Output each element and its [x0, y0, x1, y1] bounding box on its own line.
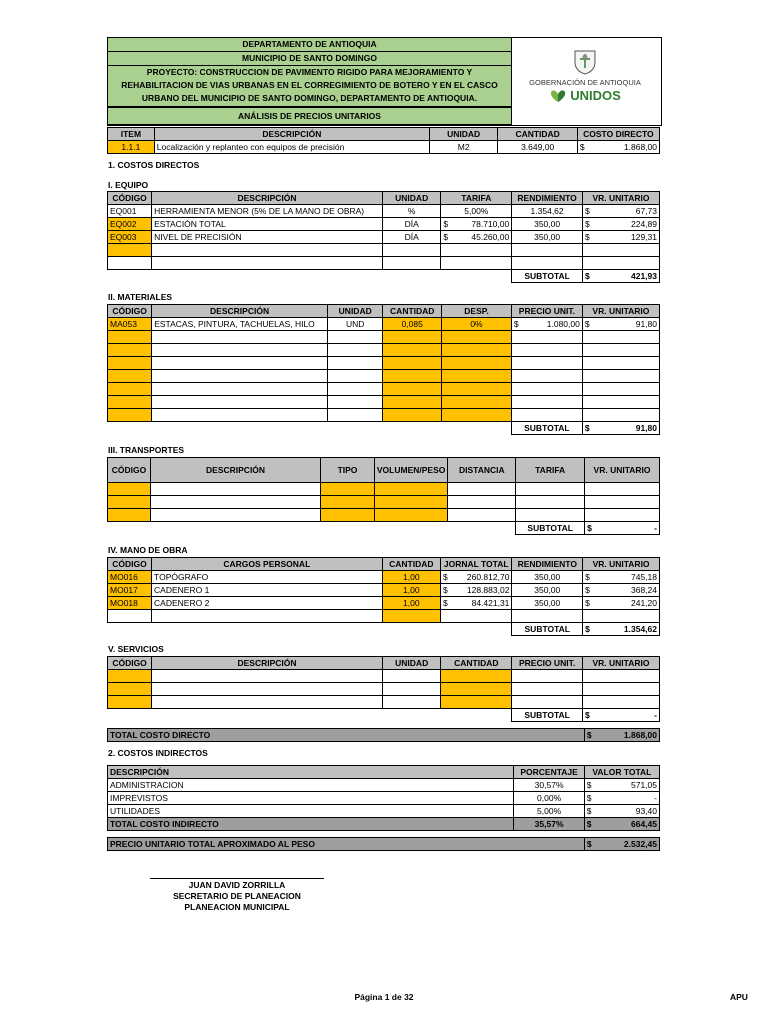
signature-block	[150, 880, 324, 913]
total-directo-table	[107, 728, 660, 742]
item-desc: Localización y replanteo con equipos de precisión	[154, 141, 429, 154]
header-proyecto: PROYECTO: CONSTRUCCION DE PAVIMENTO RIGIDO PARA MEJORAMIENTO Y REHABILITACION DE VIAS URBANAS EN EL CORREGIMIENTO DE BOTERO Y EN EL CASCO URBANO DEL MUNICIPIO DE SANTO DOMINGO, DEPARTAMENTO DE ANTIOQUIA.	[107, 65, 512, 107]
signature-line	[150, 878, 324, 879]
signer-name: JUAN DAVID ZORRILLA	[188, 880, 286, 890]
subtotal-label: SUBTOTAL	[511, 422, 582, 435]
costos-indirectos-title: 2. COSTOS INDIRECTOS	[108, 748, 208, 758]
coat-of-arms-icon	[572, 48, 598, 76]
col-descripcion: DESCRIPCIÓN	[152, 192, 383, 205]
subtotal-value: $ 91,80	[582, 422, 659, 435]
subtotal-value: $ -	[585, 522, 660, 535]
logo-unidos: UNIDOS	[570, 88, 621, 103]
col-codigo: CÓDIGO	[108, 192, 152, 205]
mano-obra-table: CÓDIGO CARGOS PERSONAL CANTIDAD JORNAL TOTAL RENDIMIENTO VR. UNITARIO MO016 TOPÓGRAFO 1,00 $ 260.812,70 350,00 $ 745,18 MO017 CADENERO 1 1,00 $ 128.883,02 350,00 $ 368,24 MO018 CADENERO 2 1,00 $ 84.421,31 350,00 $ 241,20 SUBTOTAL $ 1.354,62	[107, 557, 660, 636]
table-row: MO016 TOPÓGRAFO 1,00 $ 260.812,70 350,00 $ 745,18	[108, 571, 660, 584]
item-table	[107, 127, 660, 154]
materiales-table: CÓDIGO DESCRIPCIÓN UNIDAD CANTIDAD DESP. PRECIO UNIT. VR. UNITARIO MA053 ESTACAS, PINTURA, TACHUELAS, HILO UND 0,085 0% $ 1.080,00 $ 91,80 SUBTOTAL $ 91,80	[107, 304, 660, 435]
transportes-table: CÓDIGO DESCRIPCIÓN TIPO VOLUMEN/PESO DISTANCIA TARIFA VR. UNITARIO SUBTOTAL $ -	[107, 457, 660, 535]
col-unidad: UNIDAD	[382, 192, 440, 205]
table-row: UTILIDADES 5,00% $ 93,40	[108, 805, 660, 818]
header-municipio: MUNICIPIO DE SANTO DOMINGO	[107, 51, 512, 66]
total-indirecto-pct: 35,57%	[514, 818, 584, 831]
table-row: EQ003 NIVEL DE PRECISIÓN DÍA $ 45.260,00 350,00 $ 129,31	[108, 231, 660, 244]
table-row: EQ001 HERRAMIENTA MENOR (5% DE LA MANO DE OBRA) % 5,00% 1.354,62 $ 67,73	[108, 205, 660, 218]
servicios-table: CÓDIGO DESCRIPCIÓN UNIDAD CANTIDAD PRECIO UNIT. VR. UNITARIO SUBTOTAL $ -	[107, 656, 660, 722]
col-unidad: UNIDAD	[429, 128, 498, 141]
table-row: MA053 ESTACAS, PINTURA, TACHUELAS, HILO UND 0,085 0% $ 1.080,00 $ 91,80	[108, 318, 660, 331]
item-cantidad: 3.649,00	[498, 141, 577, 154]
indirectos-table: DESCRIPCIÓN PORCENTAJE VALOR TOTAL ADMINISTRACION 30,57% $ 571,05 IMPREVISTOS 0,00% $ - UTILIDADES 5,00% $ 93,40 TOTAL COSTO INDIRECTO 35,57% $ 664,45	[107, 765, 660, 831]
costos-directos-title: 1. COSTOS DIRECTOS	[108, 160, 200, 170]
header-dept: DEPARTAMENTO DE ANTIOQUIA	[107, 37, 512, 52]
header-apu-title: ANÁLISIS DE PRECIOS UNITARIOS	[107, 107, 512, 125]
servicios-title: V. SERVICIOS	[108, 644, 164, 654]
subtotal-value: $ 1.354,62	[583, 623, 660, 636]
equipo-title: I. EQUIPO	[108, 180, 149, 190]
page-number: Página 1 de 32	[354, 992, 414, 1002]
subtotal-label: SUBTOTAL	[512, 709, 583, 722]
precio-total-label: PRECIO UNITARIO TOTAL APROXIMADO AL PESO	[108, 838, 585, 851]
col-rendimiento: RENDIMIENTO	[512, 192, 583, 205]
table-row: MO017 CADENERO 1 1,00 $ 128.883,02 350,00 $ 368,24	[108, 584, 660, 597]
total-directo-value: $ 1.868,00	[584, 729, 659, 742]
precio-total-table	[107, 837, 660, 851]
table-row: MO018 CADENERO 2 1,00 $ 84.421,31 350,00 $ 241,20	[108, 597, 660, 610]
subtotal-label: SUBTOTAL	[512, 623, 583, 636]
table-row: IMPREVISTOS 0,00% $ -	[108, 792, 660, 805]
col-item: ITEM	[108, 128, 155, 141]
subtotal-label: SUBTOTAL	[512, 270, 583, 283]
total-directo-label: TOTAL COSTO DIRECTO	[108, 729, 585, 742]
materiales-title: II. MATERIALES	[108, 292, 173, 302]
equipo-table	[107, 191, 660, 283]
item-unidad: M2	[429, 141, 498, 154]
table-row: ADMINISTRACION 30,57% $ 571,05	[108, 779, 660, 792]
col-vr-unitario: VR. UNITARIO	[582, 192, 659, 205]
item-costo: $ 1.868,00	[577, 141, 659, 154]
item-code: 1.1.1	[108, 141, 155, 154]
table-row	[108, 257, 660, 270]
table-row	[108, 244, 660, 257]
subtotal-value: $ 421,93	[582, 270, 659, 283]
precio-total-value: $ 2.532,45	[584, 838, 659, 851]
logo	[515, 48, 655, 118]
mano-obra-title: IV. MANO DE OBRA	[108, 545, 188, 555]
col-tarifa: TARIFA	[441, 192, 512, 205]
heart-leaf-icon	[549, 89, 567, 103]
signer-role: SECRETARIO DE PLANEACION	[173, 891, 301, 901]
table-row: EQ002 ESTACIÓN TOTAL DÍA $ 78.710,00 350,00 $ 224,89	[108, 218, 660, 231]
transportes-title: III. TRANSPORTES	[108, 445, 185, 455]
col-cantidad: CANTIDAD	[498, 128, 577, 141]
sheet-name: APU	[730, 992, 748, 1002]
total-indirecto-value: $ 664,45	[584, 818, 659, 831]
subtotal-value: $ -	[582, 709, 659, 722]
logo-text: GOBERNACIÓN DE ANTIOQUIA	[529, 78, 641, 87]
total-indirecto-label: TOTAL COSTO INDIRECTO	[108, 818, 514, 831]
col-costo-directo: COSTO DIRECTO	[577, 128, 659, 141]
subtotal-label: SUBTOTAL	[516, 522, 585, 535]
col-descripcion: DESCRIPCIÓN	[154, 128, 429, 141]
signer-office: PLANEACION MUNICIPAL	[184, 902, 290, 912]
